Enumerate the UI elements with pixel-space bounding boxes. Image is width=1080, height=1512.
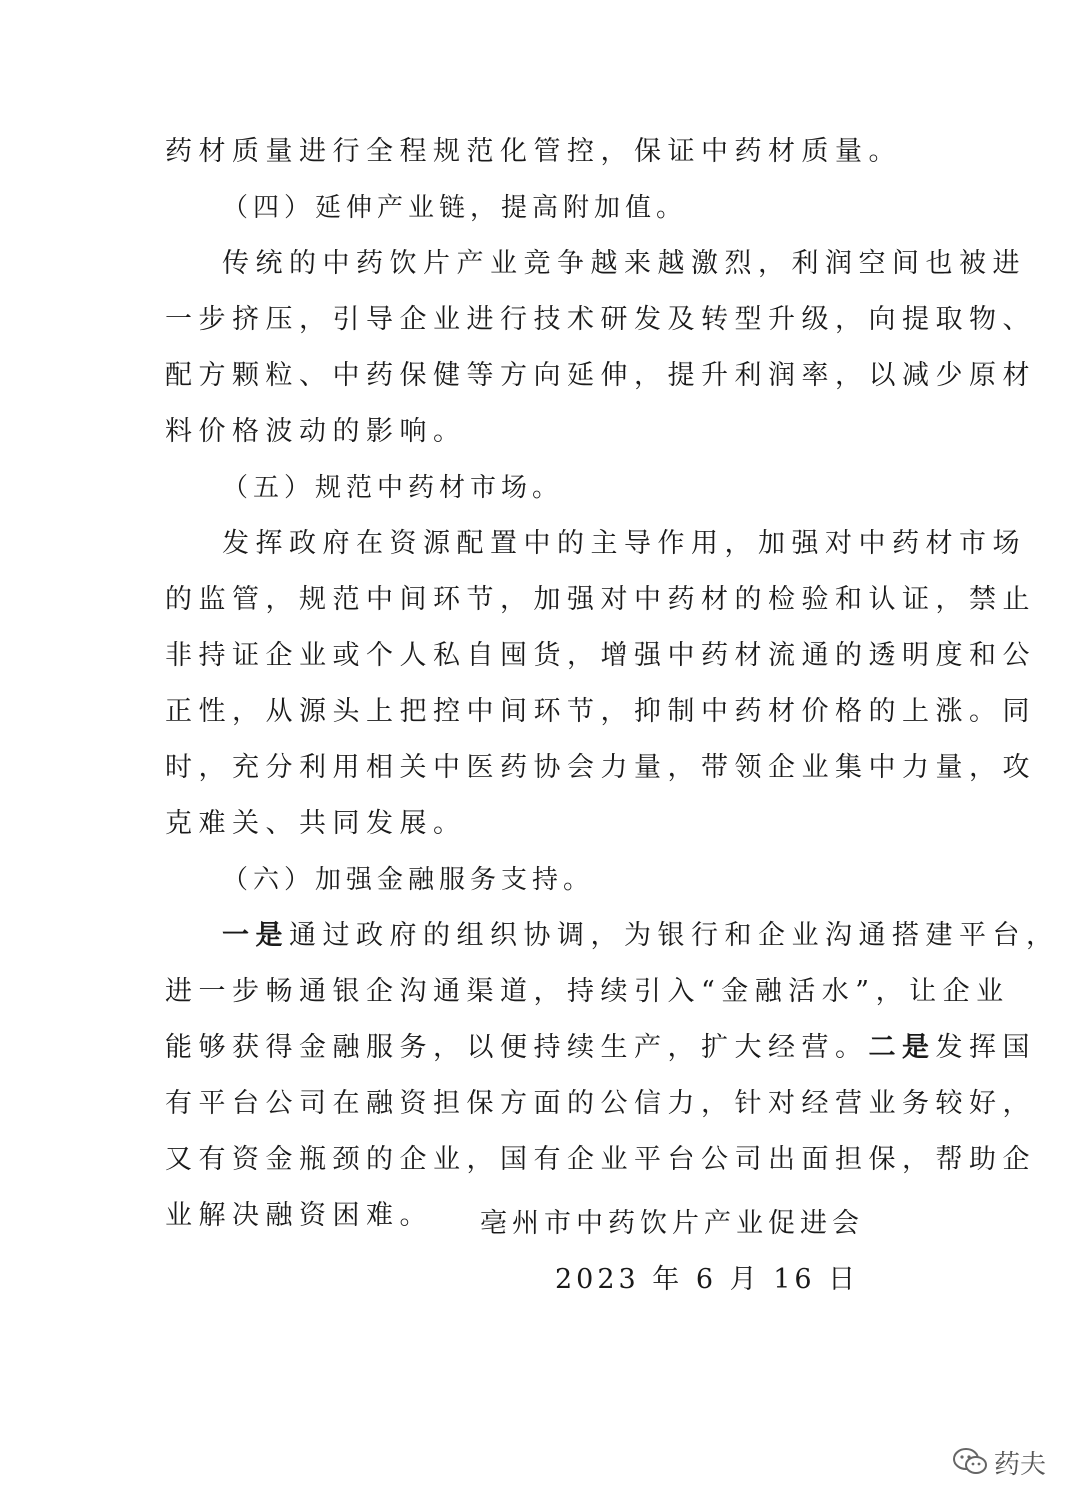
body-line-19: 又有资金瓶颈的企业，国有企业平台公司出面担保，帮助企 bbox=[165, 1144, 1036, 1175]
body-line-8: 发挥政府在资源配置中的主导作用，加强对中药材市场 bbox=[222, 528, 1026, 559]
body-line-9: 的监管，规范中间环节，加强对中药材的检验和认证，禁止 bbox=[165, 584, 1036, 615]
body-line-11: 正性，从源头上把控中间环节，抑制中药材价格的上涨。同 bbox=[165, 696, 1036, 727]
body-line-17: 能够获得金融服务，以便持续生产，扩大经营。二是发挥国 bbox=[165, 1032, 1036, 1063]
watermark-label: 药夫 bbox=[994, 1449, 1047, 1480]
emphasis-second: 二是 bbox=[868, 1032, 936, 1063]
body-line-20: 业解决融资困难。 bbox=[165, 1200, 433, 1231]
body-line-6: 料价格波动的影响。 bbox=[165, 416, 467, 447]
signature-date: 2023 年 6 月 16 日 bbox=[555, 1264, 860, 1295]
body-line-10: 非持证企业或个人私自囤货，增强中药材流通的透明度和公 bbox=[165, 640, 1036, 671]
body-line-13: 克难关、共同发展。 bbox=[165, 808, 467, 839]
body-line-5: 配方颗粒、中药保健等方向延伸，提升利润率，以减少原材 bbox=[165, 360, 1036, 391]
body-line-15: 一是通过政府的组织协调，为银行和企业沟通搭建平台， bbox=[222, 920, 1060, 951]
section-heading-4: （四）延伸产业链，提高附加值。 bbox=[222, 193, 688, 223]
wechat-icon bbox=[952, 1447, 988, 1477]
section-heading-5: （五）规范中药材市场。 bbox=[222, 473, 564, 503]
section-heading-6: （六）加强金融服务支持。 bbox=[222, 865, 595, 895]
body-line-16: 进一步畅通银企沟通渠道，持续引入“金融活水”，让企业 bbox=[165, 976, 1010, 1007]
body-line-4: 一步挤压，引导企业进行技术研发及转型升级，向提取物、 bbox=[165, 304, 1036, 335]
body-line-18: 有平台公司在融资担保方面的公信力，针对经营业务较好， bbox=[165, 1088, 1036, 1119]
watermark bbox=[952, 1442, 1046, 1482]
emphasis-first: 一是 bbox=[222, 920, 289, 951]
body-line-3: 传统的中药饮片产业竞争越来越激烈，利润空间也被进 bbox=[222, 248, 1026, 279]
body-line-1: 药材质量进行全程规范化管控，保证中药材质量。 bbox=[165, 136, 902, 167]
signature-org: 亳州市中药饮片产业促进会 bbox=[480, 1208, 864, 1239]
body-line-12: 时，充分利用相关中医药协会力量，带领企业集中力量，攻 bbox=[165, 752, 1036, 783]
